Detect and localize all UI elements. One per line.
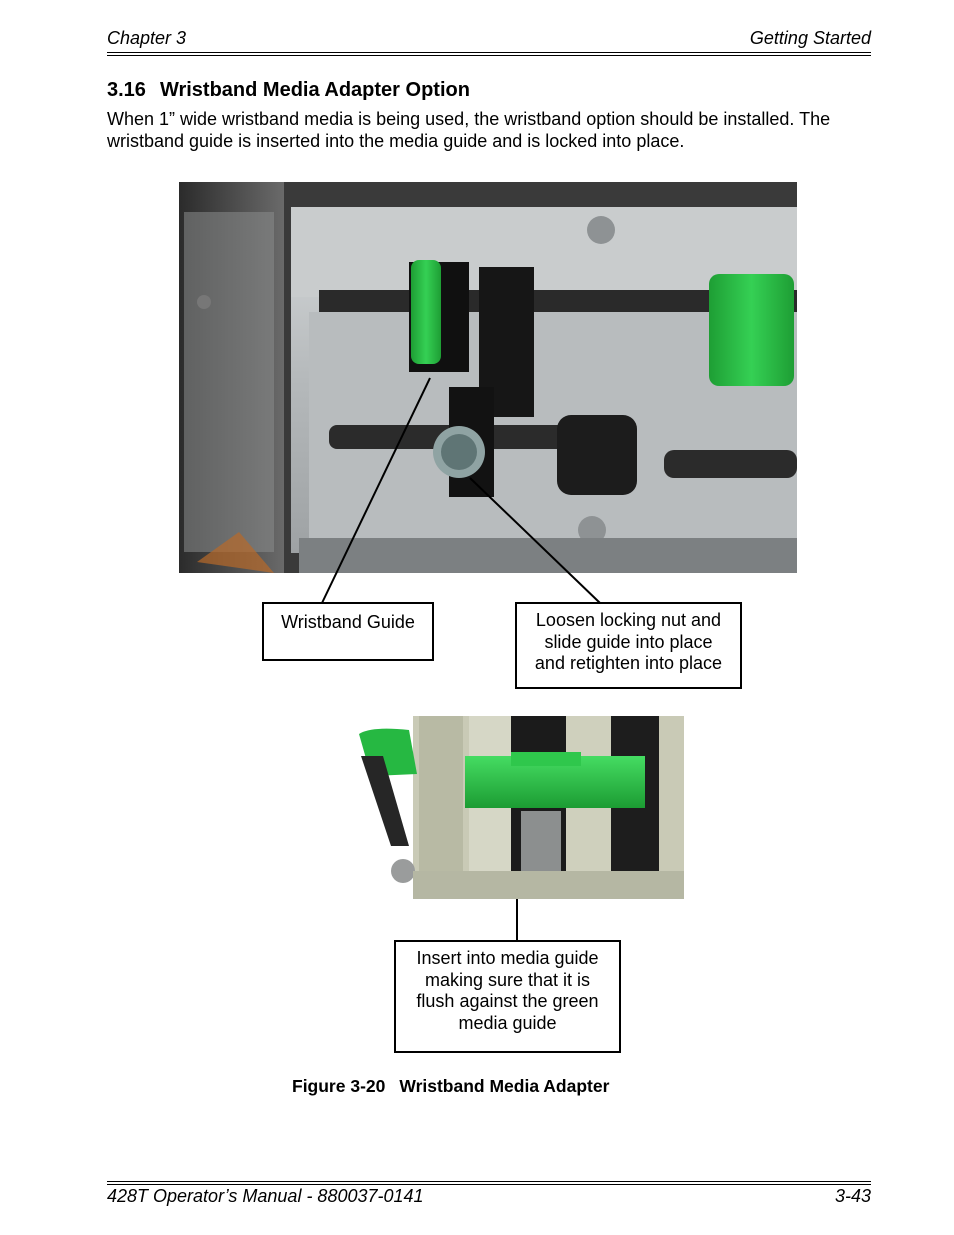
footer-page-number: 3-43 — [834, 1186, 871, 1206]
callout-wristband-guide-label: Wristband Guide — [281, 612, 415, 632]
footer-manual-title: 428T Operator’s Manual - 880037-0141 — [107, 1186, 424, 1206]
callout-locking-nut — [515, 602, 742, 689]
callout-insert-media-guide — [394, 940, 621, 1053]
callout-insert-line-4: media guide — [458, 1012, 557, 1033]
figure-number: Figure 3-20 — [292, 1076, 386, 1096]
footer-rule-secondary — [107, 1184, 871, 1185]
callout-insert-line-1: Insert into media guide — [416, 948, 599, 968]
header-section-name: Getting Started — [749, 28, 871, 48]
figure-caption — [292, 1076, 609, 1097]
callout-locking-nut-line-3: and retighten into place — [534, 653, 723, 673]
callout-wristband-guide — [262, 602, 434, 661]
photo-adapter-in-media-guide — [331, 716, 684, 899]
section-body: When 1” wide wristband media is being used, the wristband option should be installed. The wristband guide is inserted into the media guide and is locked into place. — [107, 109, 831, 151]
callout-locking-nut-line-2: slide guide into place — [544, 631, 713, 652]
callout-insert-line-3: flush against the green — [416, 991, 599, 1011]
figure-title: Wristband Media Adapter — [399, 1076, 610, 1096]
header-chapter: Chapter 3 — [107, 28, 187, 48]
section-heading: Wristband Media Adapter Option — [159, 79, 470, 101]
callout-locking-nut-line-1: Loosen locking nut and — [535, 610, 722, 630]
footer-rule — [107, 1181, 871, 1182]
section-number: 3.16 — [107, 79, 146, 101]
callout-insert-line-2: making sure that it is — [424, 969, 591, 990]
